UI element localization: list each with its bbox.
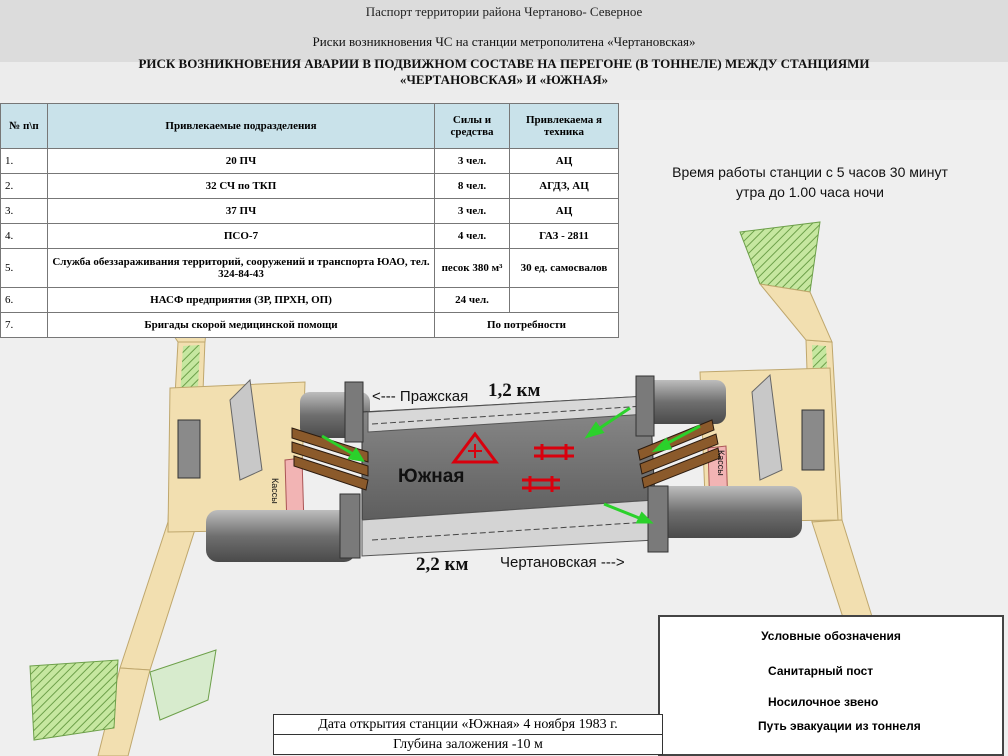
risk-title-line2: «ЧЕРТАНОВСКАЯ» И «ЮЖНАЯ» [399, 72, 609, 87]
cell: 5. [1, 249, 48, 288]
station-info [273, 714, 663, 755]
header-subtitle: Паспорт территории района Чертаново- Северное [365, 4, 643, 19]
col-units: Привлекаемые подразделения [48, 104, 435, 149]
hours-line2: утра до 1.00 часа ночи [736, 184, 884, 200]
table-row [1, 199, 619, 224]
cell: 4. [1, 224, 48, 249]
cell: Служба обеззараживания территорий, сооружений и транспорта ЮАО, тел. 324-84-43 [48, 249, 435, 288]
cell: 1. [1, 149, 48, 174]
resources-table [0, 103, 619, 338]
col-equipment: Привлекаема я техника [510, 104, 619, 149]
table-row [1, 313, 619, 338]
table-row [1, 149, 619, 174]
cell: 7. [1, 313, 48, 338]
slide-header [0, 0, 1008, 62]
cell: 24 чел. [435, 288, 510, 313]
cell: ПСО-7 [48, 224, 435, 249]
cell: НАСФ предприятия (ЗР, ПРХН, ОП) [48, 288, 435, 313]
header-title: Риски возникновения ЧС на станции метрополитена «Чертановская» [312, 34, 696, 49]
col-number: № п\п [1, 104, 48, 149]
cell: 30 ед. самосвалов [510, 249, 619, 288]
table-row [1, 224, 619, 249]
cell: 6. [1, 288, 48, 313]
cell: 3 чел. [435, 199, 510, 224]
left-vestibule [168, 380, 305, 532]
cell: 37 ПЧ [48, 199, 435, 224]
cell: АЦ [510, 199, 619, 224]
station-label: Южная [398, 466, 465, 487]
table-row [1, 174, 619, 199]
direction-chertanovskaya: Чертановская ---> [500, 554, 625, 571]
legend [658, 615, 1004, 756]
distance-bottom: 2,2 км [416, 554, 469, 575]
cell: По потребности [435, 313, 619, 338]
legend-stretcher: Носилочное звено [768, 695, 879, 709]
table-row [1, 288, 619, 313]
cell: 2. [1, 174, 48, 199]
opening-date: Дата открытия станции «Южная» 4 ноября 1983 г. [318, 717, 618, 732]
direction-prazhskaya: <--- Пражская [372, 388, 469, 405]
operating-hours [640, 162, 980, 202]
risk-title [0, 56, 1008, 88]
cell: 4 чел. [435, 224, 510, 249]
cell: песок 380 м³ [435, 249, 510, 288]
legend-evacuation: Путь эвакуации из тоннеля [758, 719, 921, 733]
table-row [1, 249, 619, 288]
depth: Глубина заложения -10 м [274, 734, 662, 754]
cashier-right: Кассы [716, 450, 726, 476]
cell: АГДЗ, АЦ [510, 174, 619, 199]
cell: ГАЗ - 2811 [510, 224, 619, 249]
legend-title: Условные обозначения [761, 629, 901, 643]
cell: 32 СЧ по ТКП [48, 174, 435, 199]
table-header-row [1, 104, 619, 149]
hours-line1: Время работы станции с 5 часов 30 минут [672, 164, 948, 180]
cell: 8 чел. [435, 174, 510, 199]
cell: 3. [1, 199, 48, 224]
cell: 3 чел. [435, 149, 510, 174]
cell: Бригады скорой медицинской помощи [48, 313, 435, 338]
cashier-left: Кассы [270, 478, 280, 504]
col-forces: Силы и средства [435, 104, 510, 149]
risk-title-line1: РИСК ВОЗНИКНОВЕНИЯ АВАРИИ В ПОДВИЖНОМ СОСТАВЕ НА ПЕРЕГОНЕ (В ТОННЕЛЕ) МЕЖДУ СТАНЦИЯМИ [138, 56, 870, 71]
distance-top: 1,2 км [488, 380, 541, 401]
cell [510, 288, 619, 313]
legend-sanitary-post: Санитарный пост [768, 664, 874, 678]
cell: 20 ПЧ [48, 149, 435, 174]
cell: АЦ [510, 149, 619, 174]
